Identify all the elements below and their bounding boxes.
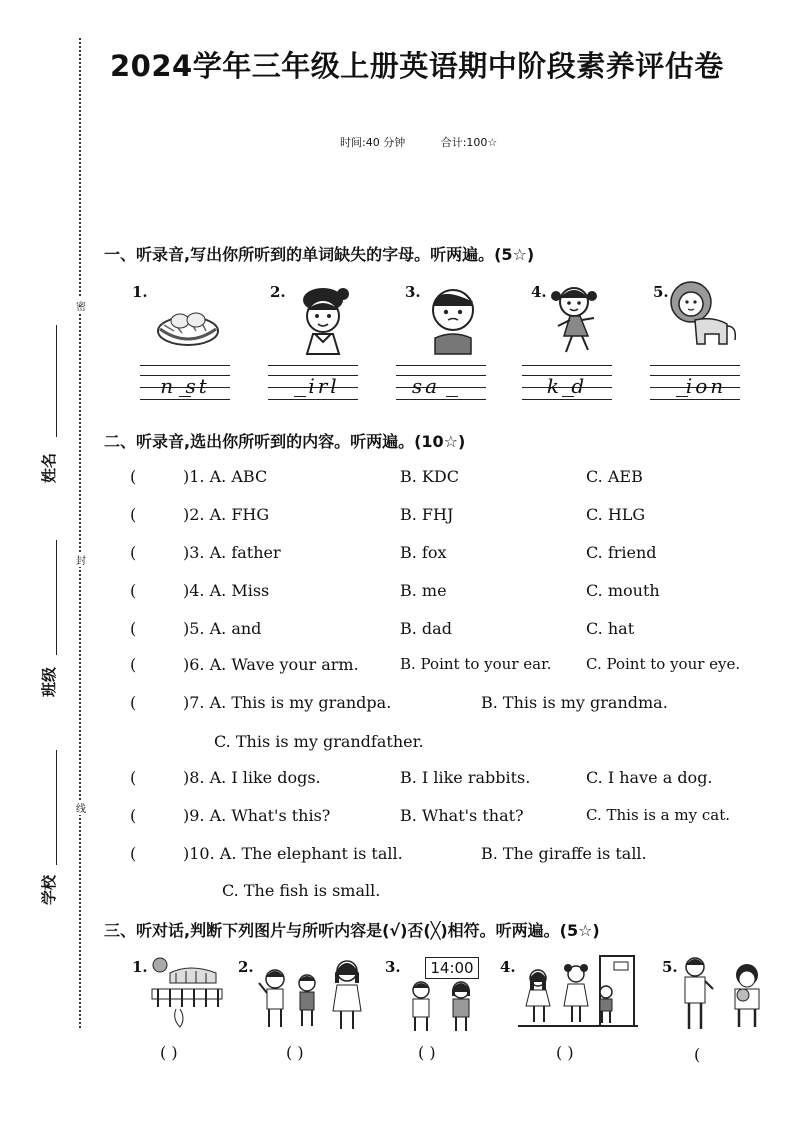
zoo-animals-icon [146,955,230,1031]
q7-option-b: B. This is my grandma. [481,693,668,712]
page-title: 2024学年三年级上册英语期中阶段素养评估卷 [110,49,724,83]
class-field-label: 班级 [40,666,58,697]
q4-option-a: )4. A. Miss [183,581,270,600]
s1-item1-blank [179,396,191,397]
q9-option-c: C. This is a my cat. [586,806,730,824]
s1-item2-number: 2. [270,283,286,301]
nest-icon [150,285,226,361]
q6-option-a: )6. A. Wave your arm. [183,655,359,674]
s3-item3-answer[interactable]: ( ) [418,1043,436,1062]
s1-item2-blank [294,396,306,397]
q6-answer-blank[interactable]: ( [130,655,137,674]
s1-item5-blank [676,396,688,397]
exam-time: 时间:40 分钟 [340,136,406,149]
exam-total: 合计:100☆ [440,136,498,149]
q8-option-b: B. I like rabbits. [400,768,531,787]
s1-item1-number: 1. [132,283,148,301]
s3-item5-number: 5. [662,958,678,976]
q7-option-c: C. This is my grandfather. [214,732,424,751]
q8-option-c: C. I have a dog. [586,768,713,787]
class-field-line[interactable] [56,540,57,655]
q6-option-c: C. Point to your eye. [586,655,741,673]
q1-option-b: B. KDC [400,467,459,486]
q7-answer-blank[interactable]: ( [130,693,137,712]
q2-option-a: )2. A. FHG [183,505,270,524]
q2-option-b: B. FHJ [400,505,454,524]
q4-answer-blank[interactable]: ( [130,581,137,600]
q5-option-b: B. dad [400,619,452,638]
school-field-line[interactable] [56,750,57,865]
s1-item4-number: 4. [531,283,547,301]
s1-item5-number: 5. [653,283,669,301]
q7-option-a: )7. A. This is my grandpa. [183,693,392,712]
name-field-line[interactable] [56,325,57,437]
q9-option-a: )9. A. What's this? [183,806,331,825]
q3-option-c: C. friend [586,543,657,562]
s1-item3-number: 3. [405,283,421,301]
seal-char-xian: 线 [76,800,86,815]
section2-heading: 二、听录音,选出你所听到的内容。听两遍。(10☆) [104,432,466,451]
s1-item3-writing-lines[interactable]: sa [396,365,486,405]
binding-dotted-line [79,38,81,1028]
s1-item4-writing-lines[interactable]: k d [522,365,612,405]
lion-icon [665,276,741,352]
clock-scene-icon [405,980,485,1032]
boy-face-icon [415,280,491,356]
q4-option-b: B. me [400,581,447,600]
q2-option-c: C. HLG [586,505,646,524]
girl-icon [285,282,361,358]
kid-icon [540,280,616,356]
s1-item1-writing-lines[interactable]: n st [140,365,230,405]
q5-answer-blank[interactable]: ( [130,619,137,638]
q1-option-c: C. AEB [586,467,643,486]
q5-option-c: C. hat [586,619,635,638]
section1-heading: 一、听录音,写出你所听到的单词缺失的字母。听两遍。(5☆) [104,245,535,264]
q10-option-c: C. The fish is small. [222,881,381,900]
q3-option-a: )3. A. father [183,543,281,562]
exam-info [340,134,529,150]
s3-item1-answer[interactable]: ( ) [160,1043,178,1062]
q9-answer-blank[interactable]: ( [130,806,137,825]
s1-item3-blank [446,396,458,397]
q4-option-c: C. mouth [586,581,660,600]
s3-item5-answer[interactable]: ( [694,1045,701,1064]
section3-heading: 三、听对话,判断下列图片与所听内容是(√)否(╳)相符。听两遍。(5☆) [104,921,600,940]
q3-option-b: B. fox [400,543,447,562]
school-field-label: 学校 [40,874,58,905]
q10-option-a: )10. A. The elephant is tall. [183,844,403,863]
q6-option-b: B. Point to your ear. [400,655,552,673]
q2-answer-blank[interactable]: ( [130,505,137,524]
s1-item4-blank [562,396,574,397]
children-greeting-icon [255,955,370,1033]
q5-option-a: )5. A. and [183,619,262,638]
s3-item2-answer[interactable]: ( ) [286,1043,304,1062]
s3-item4-answer[interactable]: ( ) [556,1043,574,1062]
s1-item2-writing-lines[interactable]: irl [268,365,358,405]
boy-girl-icon [675,955,771,1033]
q8-answer-blank[interactable]: ( [130,768,137,787]
q9-option-b: B. What's that? [400,806,524,825]
clock-time-box: 14:00 [425,957,479,979]
s3-item3-number: 3. [385,958,401,976]
door-scene-icon [518,952,638,1032]
seal-char-mi: 密 [76,298,86,313]
q1-option-a: )1. A. ABC [183,467,268,486]
q3-answer-blank[interactable]: ( [130,543,137,562]
s3-item4-number: 4. [500,958,516,976]
seal-char-feng: 封 [76,552,86,567]
name-field-label: 姓名 [40,452,58,483]
s3-item2-number: 2. [238,958,254,976]
s3-item1-number: 1. [132,958,148,976]
q10-answer-blank[interactable]: ( [130,844,137,863]
q1-answer-blank[interactable]: ( [130,467,137,486]
s1-item5-writing-lines[interactable]: ion [650,365,740,405]
q10-option-b: B. The giraffe is tall. [481,844,647,863]
q8-option-a: )8. A. I like dogs. [183,768,321,787]
